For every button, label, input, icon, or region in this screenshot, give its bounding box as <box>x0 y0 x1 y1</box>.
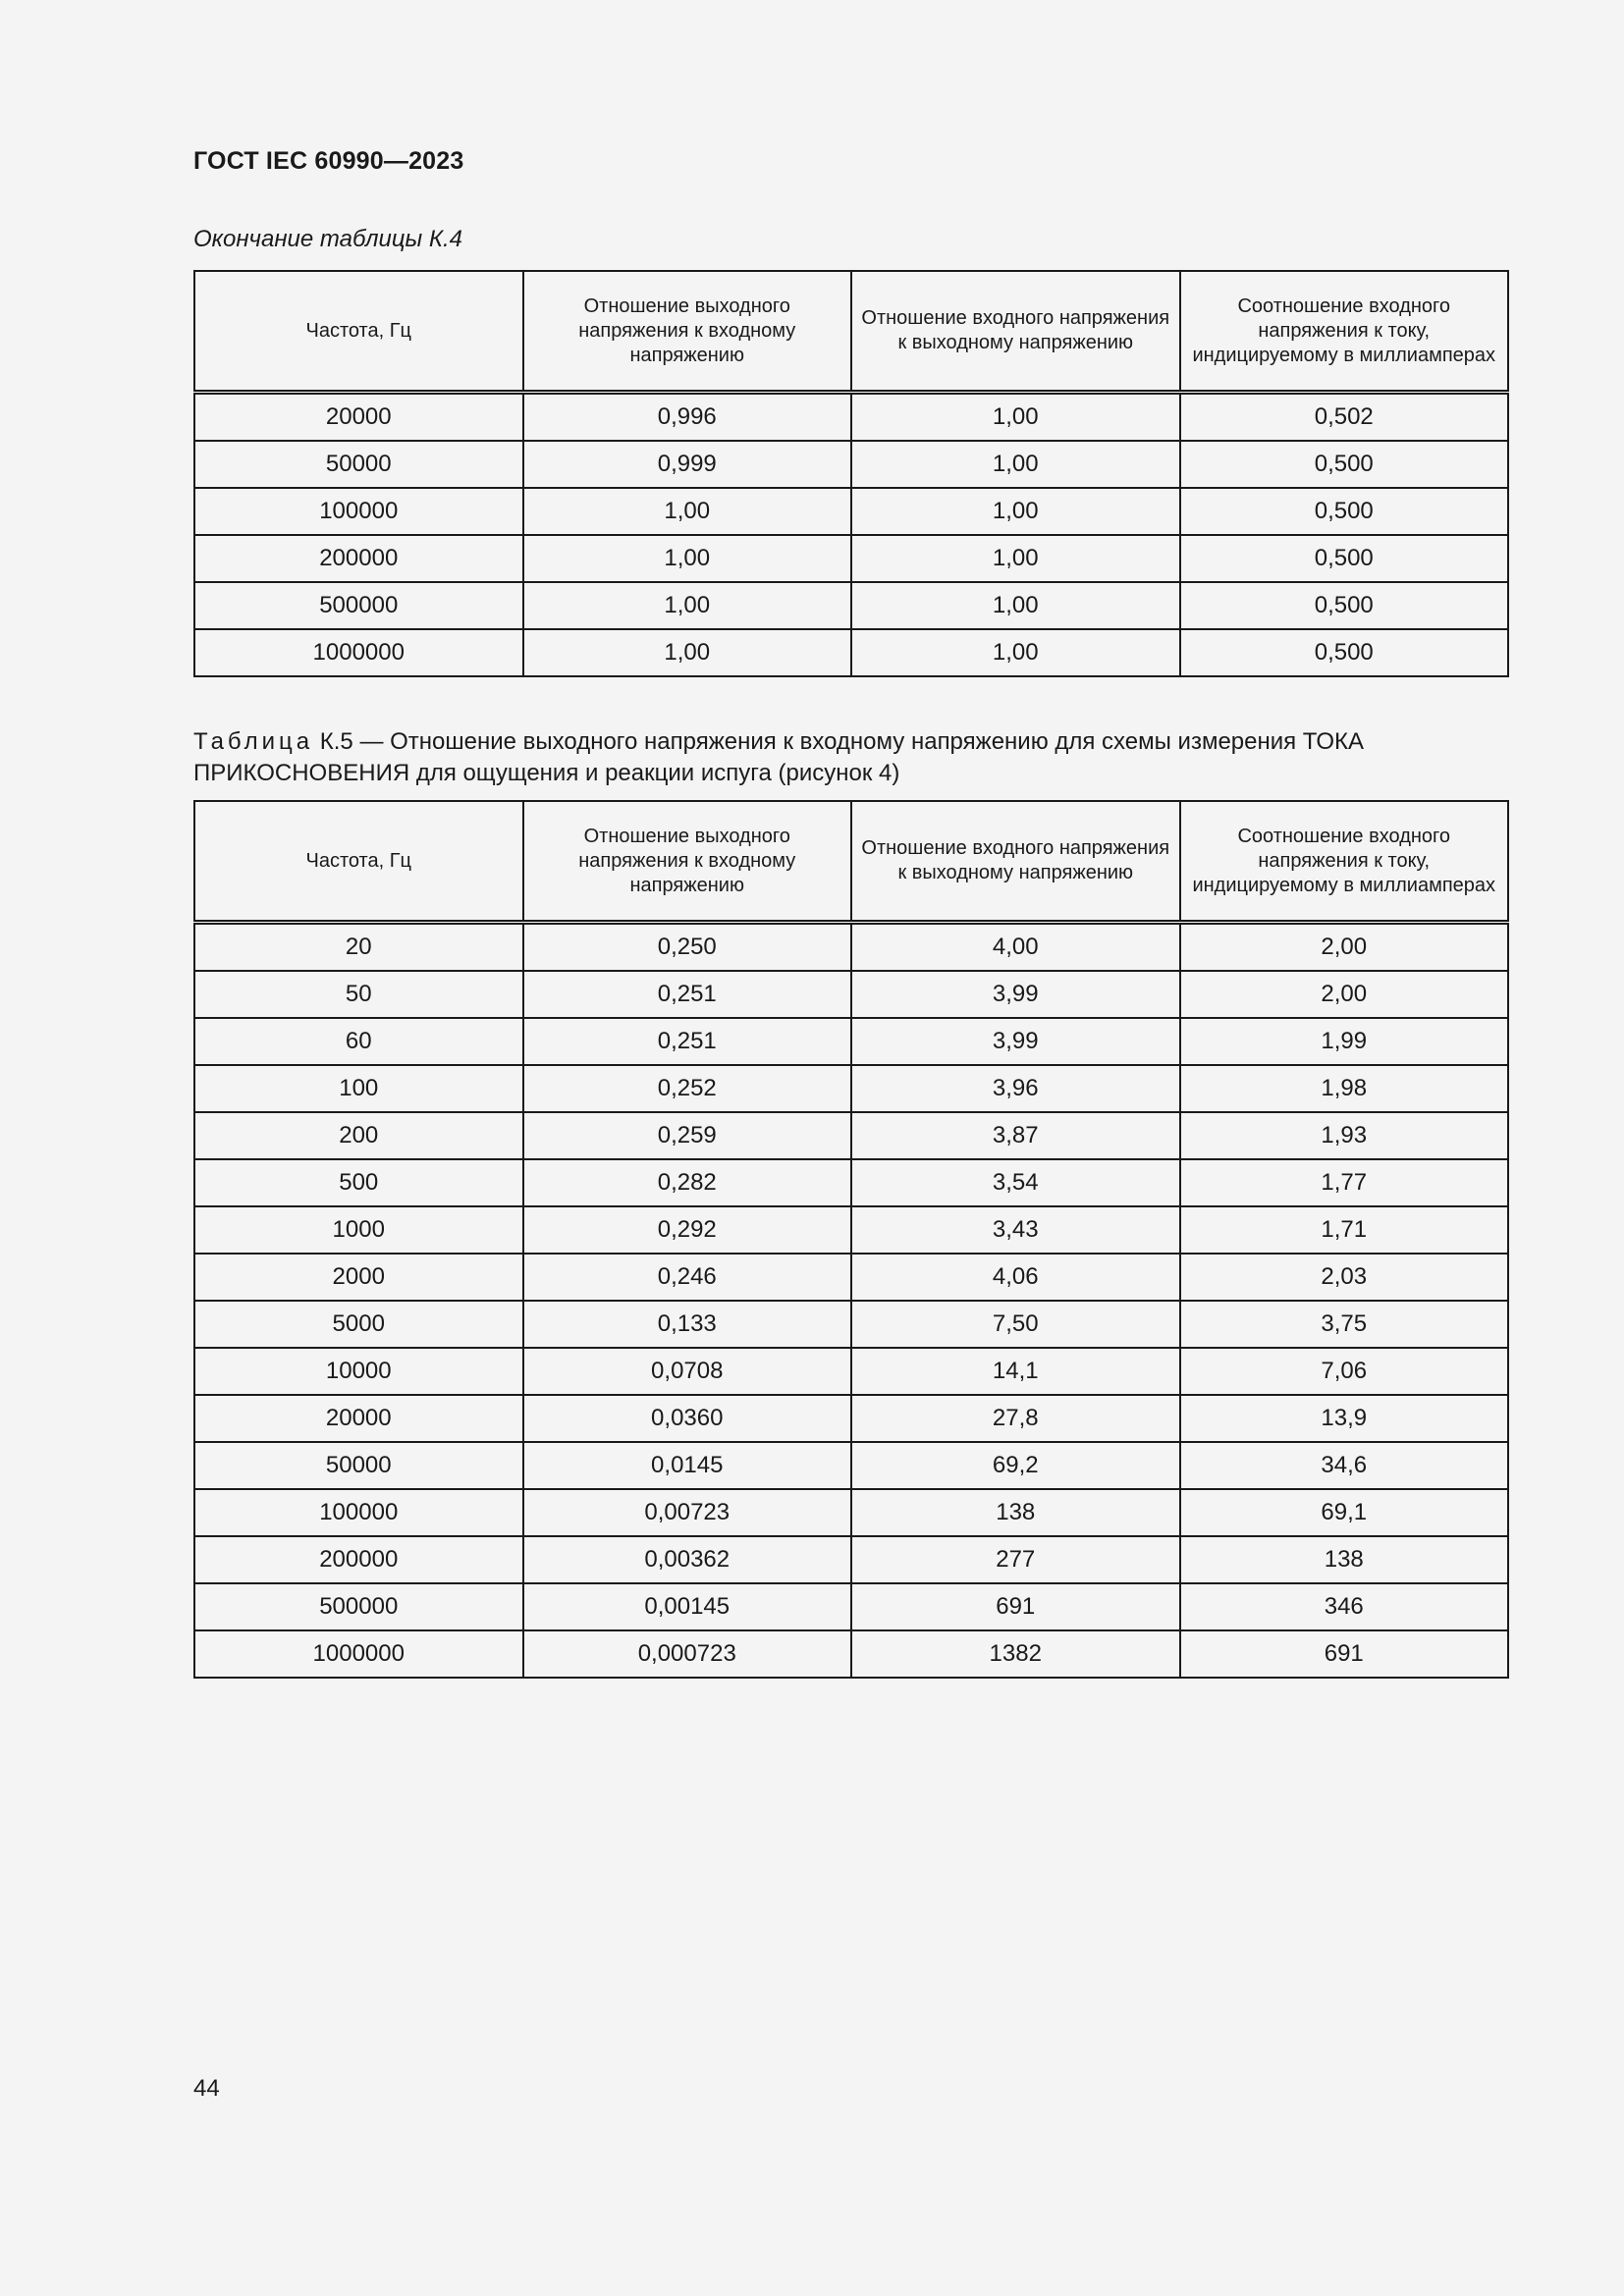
table-cell: 100000 <box>194 488 523 535</box>
table-row <box>194 1630 1508 1678</box>
table-cell: 0,00362 <box>523 1536 852 1583</box>
table-cell: 2000 <box>194 1254 523 1301</box>
table-cell: 138 <box>851 1489 1180 1536</box>
table-cell: 60 <box>194 1018 523 1065</box>
table-k4 <box>193 270 1509 677</box>
table-cell: 3,99 <box>851 971 1180 1018</box>
table-cell: 691 <box>851 1583 1180 1630</box>
table-row <box>194 488 1508 535</box>
table-cell: 27,8 <box>851 1395 1180 1442</box>
table-row <box>194 1301 1508 1348</box>
column-header: Отношение входного напряжения к выходному напряжению <box>851 271 1180 393</box>
table-row <box>194 1348 1508 1395</box>
table-cell: 200000 <box>194 535 523 582</box>
table-row <box>194 535 1508 582</box>
table-cell: 1000000 <box>194 1630 523 1678</box>
table-row <box>194 441 1508 488</box>
table-row <box>194 923 1508 972</box>
table-cell: 4,06 <box>851 1254 1180 1301</box>
table-caption-label: Таблица <box>193 728 314 755</box>
table-k5 <box>193 800 1509 1679</box>
table-cell: 2,00 <box>1180 923 1509 972</box>
table-cell: 0,500 <box>1180 582 1509 629</box>
table-cell: 1,00 <box>523 629 852 676</box>
table-cell: 0,252 <box>523 1065 852 1112</box>
table-cell: 0,00145 <box>523 1583 852 1630</box>
table-cell: 0,282 <box>523 1159 852 1206</box>
column-header: Соотношение входного напряжения к току, индицируемому в миллиамперах <box>1180 801 1509 923</box>
table-row <box>194 1395 1508 1442</box>
table-cell: 0,500 <box>1180 629 1509 676</box>
table-cell: 500000 <box>194 582 523 629</box>
table-k4-caption: Окончание таблицы К.4 <box>193 226 463 252</box>
table-cell: 4,00 <box>851 923 1180 972</box>
table-cell: 69,1 <box>1180 1489 1509 1536</box>
table-cell: 2,00 <box>1180 971 1509 1018</box>
table-cell: 3,96 <box>851 1065 1180 1112</box>
table-cell: 10000 <box>194 1348 523 1395</box>
table-cell: 0,500 <box>1180 488 1509 535</box>
table-cell: 1,00 <box>851 535 1180 582</box>
table-cell: 3,43 <box>851 1206 1180 1254</box>
table-cell: 0,999 <box>523 441 852 488</box>
table-cell: 1,00 <box>851 629 1180 676</box>
table-row <box>194 1254 1508 1301</box>
table-cell: 0,250 <box>523 923 852 972</box>
table-cell: 0,246 <box>523 1254 852 1301</box>
column-header: Частота, Гц <box>194 271 523 393</box>
table-cell: 5000 <box>194 1301 523 1348</box>
column-header: Соотношение входного напряжения к току, индицируемому в миллиамперах <box>1180 271 1509 393</box>
table-cell: 691 <box>1180 1630 1509 1678</box>
table-cell: 0,133 <box>523 1301 852 1348</box>
table-cell: 20000 <box>194 1395 523 1442</box>
table-cell: 7,06 <box>1180 1348 1509 1395</box>
table-row <box>194 1536 1508 1583</box>
table-row <box>194 393 1508 442</box>
table-cell: 14,1 <box>851 1348 1180 1395</box>
table-cell: 500 <box>194 1159 523 1206</box>
table-cell: 0,251 <box>523 1018 852 1065</box>
table-cell: 1,99 <box>1180 1018 1509 1065</box>
table-cell: 2,03 <box>1180 1254 1509 1301</box>
table-cell: 1,00 <box>523 535 852 582</box>
table-caption-text: К.5 — Отношение выходного напряжения к входному напряжению для схемы измерения ТОКА ПРИКОСНОВЕНИЯ для ощущения и реакции испуга (рисунок 4) <box>193 728 1365 786</box>
table-cell: 1,00 <box>523 582 852 629</box>
table-row <box>194 1442 1508 1489</box>
table-row <box>194 1206 1508 1254</box>
table-cell: 0,000723 <box>523 1630 852 1678</box>
table-cell: 277 <box>851 1536 1180 1583</box>
column-header: Частота, Гц <box>194 801 523 923</box>
table-cell: 0,251 <box>523 971 852 1018</box>
table-row <box>194 1159 1508 1206</box>
table-cell: 0,502 <box>1180 393 1509 442</box>
table-row <box>194 1018 1508 1065</box>
table-cell: 3,75 <box>1180 1301 1509 1348</box>
table-cell: 20 <box>194 923 523 972</box>
table-cell: 100 <box>194 1065 523 1112</box>
table-k5-caption <box>193 726 1509 789</box>
page-number: 44 <box>193 2075 220 2102</box>
table-cell: 1,98 <box>1180 1065 1509 1112</box>
table-cell: 34,6 <box>1180 1442 1509 1489</box>
table-cell: 1,93 <box>1180 1112 1509 1159</box>
table-row <box>194 1583 1508 1630</box>
table-cell: 200000 <box>194 1536 523 1583</box>
column-header: Отношение выходного напряжения к входному напряжению <box>523 271 852 393</box>
table-row <box>194 629 1508 676</box>
table-cell: 1,00 <box>851 393 1180 442</box>
table-row <box>194 1065 1508 1112</box>
table-cell: 200 <box>194 1112 523 1159</box>
table-cell: 3,99 <box>851 1018 1180 1065</box>
table-cell: 1000 <box>194 1206 523 1254</box>
table-cell: 0,0145 <box>523 1442 852 1489</box>
table-cell: 3,54 <box>851 1159 1180 1206</box>
table-cell: 346 <box>1180 1583 1509 1630</box>
table-cell: 1,00 <box>851 582 1180 629</box>
table-cell: 0,500 <box>1180 535 1509 582</box>
table-cell: 50000 <box>194 1442 523 1489</box>
table-cell: 0,996 <box>523 393 852 442</box>
table-row <box>194 1489 1508 1536</box>
table-row <box>194 971 1508 1018</box>
table-cell: 7,50 <box>851 1301 1180 1348</box>
table-cell: 500000 <box>194 1583 523 1630</box>
column-header: Отношение входного напряжения к выходному напряжению <box>851 801 1180 923</box>
table-cell: 3,87 <box>851 1112 1180 1159</box>
table-cell: 1,71 <box>1180 1206 1509 1254</box>
table-cell: 0,0708 <box>523 1348 852 1395</box>
table-cell: 0,292 <box>523 1206 852 1254</box>
table-cell: 20000 <box>194 393 523 442</box>
table-cell: 138 <box>1180 1536 1509 1583</box>
table-cell: 0,259 <box>523 1112 852 1159</box>
table-cell: 0,0360 <box>523 1395 852 1442</box>
table-cell: 69,2 <box>851 1442 1180 1489</box>
table-cell: 1,00 <box>851 488 1180 535</box>
table-header-row <box>194 271 1508 393</box>
column-header: Отношение выходного напряжения к входному напряжению <box>523 801 852 923</box>
table-k5-body <box>194 923 1508 1679</box>
table-cell: 1000000 <box>194 629 523 676</box>
table-header-row <box>194 801 1508 923</box>
table-cell: 100000 <box>194 1489 523 1536</box>
table-cell: 1,77 <box>1180 1159 1509 1206</box>
table-cell: 50 <box>194 971 523 1018</box>
table-cell: 1382 <box>851 1630 1180 1678</box>
document-title: ГОСТ IEC 60990—2023 <box>193 147 464 175</box>
table-cell: 1,00 <box>851 441 1180 488</box>
table-cell: 50000 <box>194 441 523 488</box>
table-cell: 0,00723 <box>523 1489 852 1536</box>
table-cell: 13,9 <box>1180 1395 1509 1442</box>
table-k4-body <box>194 393 1508 677</box>
table-row <box>194 1112 1508 1159</box>
table-cell: 0,500 <box>1180 441 1509 488</box>
table-row <box>194 582 1508 629</box>
table-cell: 1,00 <box>523 488 852 535</box>
